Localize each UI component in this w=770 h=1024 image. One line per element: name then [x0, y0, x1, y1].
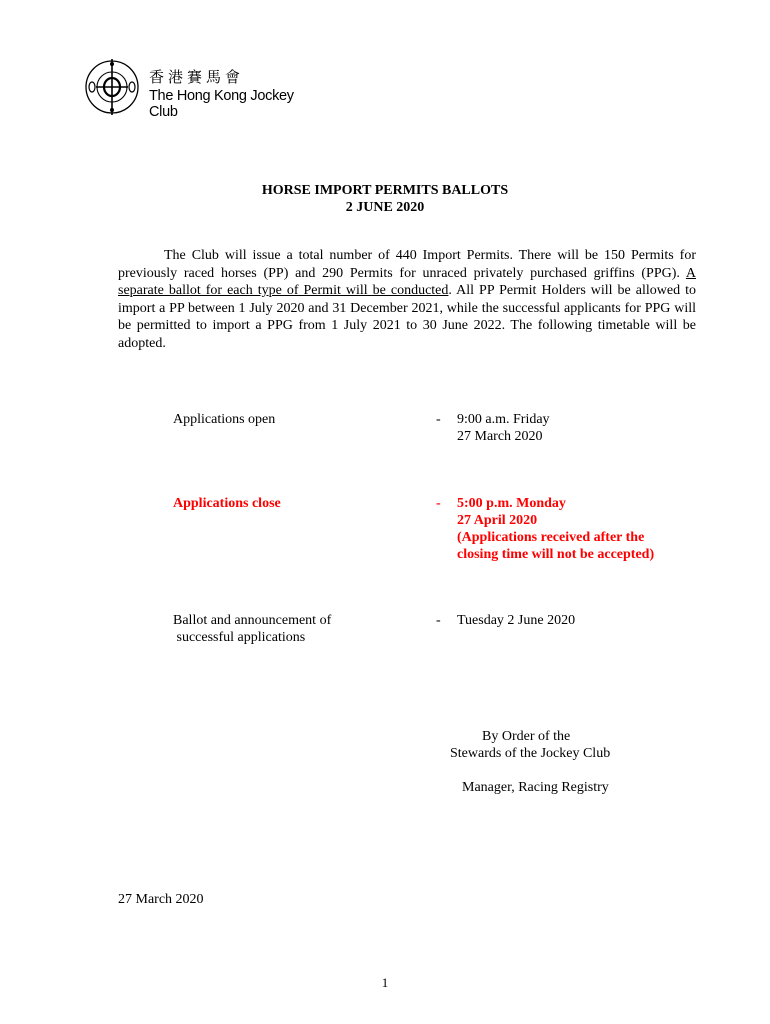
- timetable-value-line: 5:00 p.m. Monday: [457, 496, 566, 511]
- intro-paragraph: [118, 247, 696, 352]
- timetable-value-applications-close: [457, 495, 654, 563]
- issue-date: 27 March 2020: [118, 892, 204, 907]
- timetable-value-line: 27 March 2020: [457, 429, 543, 444]
- paragraph-text-part1: The Club will issue a total number of 440 Import Permits. There will be 150 Permits for previously raced horses (PP) and 290 Permits for unraced privately purchased griffins (PPG).: [118, 248, 696, 281]
- paragraph-text-part2: . All PP Permit Holders will be allowed to import a PP between 1 July 2020 and 31 December 2021, while the successful applicants for PPG will be permitted to import a PPG from 1 July 2021 to 30 June 2022. The following timetable will be adopted.: [118, 283, 696, 351]
- document-title: HORSE IMPORT PERMITS BALLOTS: [261, 183, 509, 198]
- logo-name-chinese: 香港賽馬會: [149, 68, 245, 86]
- timetable-dash: -: [436, 412, 441, 427]
- timetable-label-applications-close: Applications close: [173, 496, 281, 511]
- timetable-label-applications-open: Applications open: [173, 412, 276, 427]
- signoff-by-order: By Order of the: [482, 729, 571, 744]
- page-number: 1: [381, 975, 389, 990]
- paragraph-underlined-text: A separate ballot for each type of Permit will be conducted: [118, 265, 696, 298]
- timetable-dash: -: [436, 613, 441, 628]
- timetable-value-line: 9:00 a.m. Friday: [457, 412, 550, 427]
- timetable-label-ballot-announcement: [173, 612, 331, 646]
- timetable-label-line: Ballot and announcement of: [173, 613, 332, 628]
- timetable-dash: -: [436, 496, 441, 511]
- signoff-stewards: Stewards of the Jockey Club: [450, 746, 611, 761]
- signoff-manager: Manager, Racing Registry: [462, 780, 609, 795]
- hkjc-emblem-icon: [82, 56, 144, 118]
- logo-name-english: The Hong Kong Jockey Club: [149, 88, 294, 120]
- timetable-value-line: 27 April 2020: [457, 513, 538, 528]
- timetable-value-applications-open: [457, 411, 550, 445]
- timetable-value-line: Tuesday 2 June 2020: [457, 613, 576, 628]
- hkjc-logo: [82, 56, 302, 118]
- timetable-value-ballot-announcement: [457, 612, 575, 629]
- document-date-title: 2 JUNE 2020: [345, 200, 425, 215]
- timetable-value-line: closing time will not be accepted): [457, 547, 655, 562]
- timetable-value-line: (Applications received after the: [457, 530, 645, 545]
- timetable-label-line: successful applications: [173, 630, 306, 645]
